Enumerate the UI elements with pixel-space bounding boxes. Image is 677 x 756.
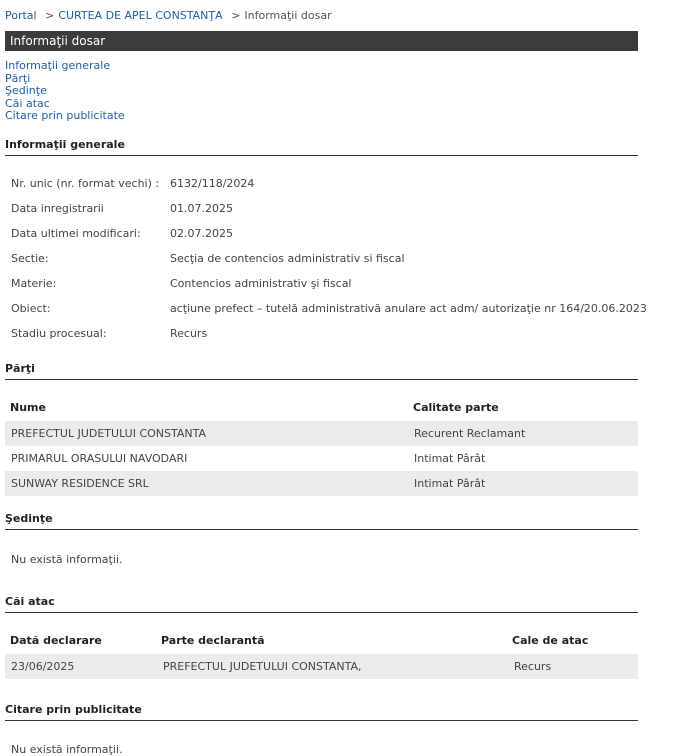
appeal-date: 23/06/2025 bbox=[11, 660, 75, 673]
info-row-data-ultimei-modificari bbox=[11, 225, 631, 243]
party-role: Intimat Pârât bbox=[414, 477, 486, 490]
link-sedinte[interactable]: Şedinţe bbox=[5, 84, 47, 97]
table-row bbox=[5, 446, 638, 471]
info-label: Nr. unic (nr. format vechi) : bbox=[11, 177, 160, 190]
breadcrumb-court-link[interactable]: CURTEA DE APEL CONSTANŢA bbox=[58, 9, 223, 22]
info-value: acţiune prefect – tutelă administrativă anulare act adm/ autorizaţie nr 164/20.06.2023 bbox=[170, 302, 647, 315]
info-label: Stadiu procesual: bbox=[11, 327, 107, 340]
column-header-cale-de-atac: Cale de atac bbox=[512, 634, 589, 647]
party-name: PREFECTUL JUDETULUI CONSTANTA bbox=[11, 427, 206, 440]
citare-empty-message: Nu există informaţii. bbox=[11, 743, 123, 756]
breadcrumb bbox=[5, 9, 332, 22]
info-label: Data inregistrarii bbox=[11, 202, 104, 215]
info-value: Secţia de contencios administrativ si fiscal bbox=[170, 252, 405, 265]
section-heading-sedinte: Şedinţe bbox=[5, 511, 638, 530]
info-label: Data ultimei modificari: bbox=[11, 227, 141, 240]
table-row bbox=[5, 421, 638, 446]
breadcrumb-separator: > bbox=[45, 9, 55, 22]
party-role: Recurent Reclamant bbox=[414, 427, 526, 440]
party-role: Intimat Pârât bbox=[414, 452, 486, 465]
table-row bbox=[5, 471, 638, 496]
info-row-nr-unic bbox=[11, 175, 631, 193]
info-row-obiect bbox=[11, 300, 647, 318]
info-row-stadiu-procesual bbox=[11, 325, 631, 343]
appeal-type: Recurs bbox=[514, 660, 552, 673]
info-value: 02.07.2025 bbox=[170, 227, 233, 240]
parti-table-header bbox=[5, 397, 638, 419]
info-value: 01.07.2025 bbox=[170, 202, 233, 215]
section-heading-informatii-generale: Informaţii generale bbox=[5, 137, 638, 156]
link-informatii-generale[interactable]: Informaţii generale bbox=[5, 59, 111, 72]
link-citare-publicitate[interactable]: Citare prin publicitate bbox=[5, 109, 125, 122]
page-title-bar bbox=[5, 31, 638, 51]
info-value: Contencios administrativ şi fiscal bbox=[170, 277, 352, 290]
info-label: Obiect: bbox=[11, 302, 51, 315]
link-parti[interactable]: Părţi bbox=[5, 71, 31, 85]
section-heading-parti: Părţi bbox=[5, 361, 638, 380]
section-links bbox=[5, 60, 125, 123]
column-header-nume: Nume bbox=[10, 401, 46, 414]
breadcrumb-portal-link[interactable]: Portal bbox=[5, 9, 37, 22]
info-value: 6132/118/2024 bbox=[170, 177, 255, 190]
sedinte-empty-message: Nu există informaţii. bbox=[11, 553, 123, 566]
party-name: SUNWAY RESIDENCE SRL bbox=[11, 477, 149, 490]
column-header-calitate-parte: Calitate parte bbox=[413, 401, 499, 414]
info-label: Sectie: bbox=[11, 252, 49, 265]
info-value: Recurs bbox=[170, 327, 208, 340]
cai-atac-table-header bbox=[5, 630, 638, 652]
section-heading-citare-publicitate: Citare prin publicitate bbox=[5, 702, 638, 721]
appeal-party: PREFECTUL JUDETULUI CONSTANTA, bbox=[163, 660, 362, 673]
info-label: Materie: bbox=[11, 277, 57, 290]
info-row-materie bbox=[11, 275, 631, 293]
info-row-data-inregistrarii bbox=[11, 200, 631, 218]
party-name: PRIMARUL ORASULUI NAVODARI bbox=[11, 452, 188, 465]
table-row bbox=[5, 654, 638, 679]
column-header-data-declarare: Dată declarare bbox=[10, 634, 102, 647]
breadcrumb-current: Informaţii dosar bbox=[244, 9, 332, 22]
breadcrumb-separator: > bbox=[231, 9, 241, 22]
info-row-sectie bbox=[11, 250, 631, 268]
page-title: Informaţii dosar bbox=[10, 34, 106, 48]
link-cai-atac[interactable]: Căi atac bbox=[5, 96, 50, 110]
column-header-parte-declaranta: Parte declarantă bbox=[161, 634, 265, 647]
section-heading-cai-atac: Căi atac bbox=[5, 594, 638, 613]
